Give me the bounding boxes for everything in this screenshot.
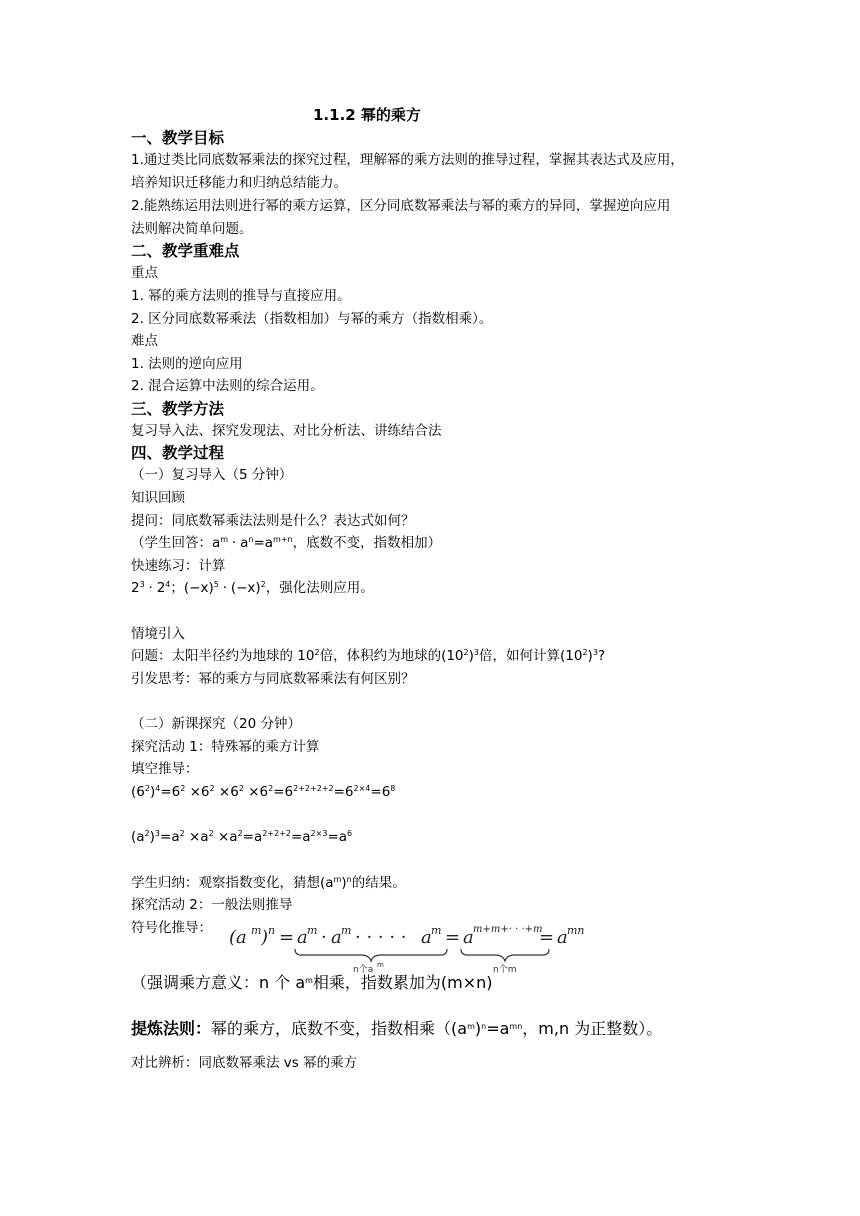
question-text: 提问：同底数幂乘法法则是什么？表达式如何？ (131, 513, 415, 529)
general-formula-image (225, 917, 625, 975)
difficulty-item-1: 1. 法则的逆向应用 (131, 356, 243, 372)
svg-text:a: a (297, 927, 308, 948)
activity-1: 探究活动 1：特殊幂的乘方计算 (131, 739, 320, 755)
svg-text:m: m (377, 961, 384, 969)
situation-label: 情境引入 (131, 626, 185, 642)
formula-6: $(6^2)^4=6^2 \times 6^2 \times 6^2 \times 6^2=6^{2+2+2+2}=6^{2\times 4}=6^8$ (131, 784, 396, 800)
svg-text:=: = (279, 927, 295, 948)
svg-text:· · · · ·: · · · · · (355, 927, 407, 948)
svg-text:m: m (341, 924, 352, 937)
answer-prefix: （学生回答：a (131, 535, 221, 551)
compare-text: 对比辨析：同底数幂乘法 vs 幂的乘方 (131, 1055, 358, 1071)
goal-2-line-1: 2.能熟练运用法则进行幂的乘方运算，区分同底数幂乘法与幂的乘方的异同，掌握逆向应用 (131, 198, 671, 214)
difficulty-label: 难点 (131, 333, 158, 349)
rule-label: 提炼法则： (131, 1019, 212, 1038)
situation-think: 引发思考：幂的乘方与同底数幂乘法有何区别？ (131, 671, 415, 687)
fill-label: 填空推导： (131, 761, 199, 777)
svg-text:mn: mn (567, 924, 585, 937)
rule-text: 提炼法则：幂的乘方，底数不变，指数相乘（$(a^m)^n=a^{mn}$，m,n 为正整数）。 (131, 1019, 663, 1038)
key-heading: 二、教学重难点 (131, 242, 240, 260)
goal-2-line-2: 法则解决简单问题。 (131, 221, 253, 237)
answer-suffix: ，底数不变，指数相加） (292, 535, 442, 551)
svg-text:m: m (307, 924, 318, 937)
svg-text:n: n (268, 924, 276, 937)
svg-text:a: a (331, 927, 342, 948)
situation-q-part-3: 倍，如何计算(10 (479, 648, 583, 664)
svg-text:a: a (463, 927, 474, 948)
emphasis-text: （强调乘方意义：n 个 $a^m$相乘，指数累加为(m×n) (131, 973, 493, 992)
recall-label: 知识回顾 (131, 490, 185, 506)
goals-heading: 一、教学目标 (131, 129, 225, 147)
practice-expr: $2^3 \cdot 2^4$；$(-x)^5 \cdot (-x)^2$，强化法则应用。 (131, 580, 374, 596)
rule-part-1: 幂的乘方，底数不变，指数相乘（(a (211, 1019, 468, 1038)
situation-q-part-1: 问题：太阳半径约为地球的 10 (131, 648, 315, 664)
page-title: 1.1.2 幂的乘方 (313, 106, 421, 124)
goal-1-line-1: 1.通过类比同底数幂乘法的探究过程，理解幂的乘方法则的推导过程，掌握其表达式及应用， (131, 152, 684, 168)
method-heading: 三、教学方法 (131, 400, 225, 418)
answer-text: （学生回答：$a^m \cdot a^n=a^{m+n}$，底数不变，指数相加） (131, 535, 442, 551)
situation-question: 问题：太阳半径约为地球的 $10^2$倍，体积约为地球的$(10^2)^3$倍，如何计算$(10^2)^3$? (131, 648, 606, 664)
svg-text:=: = (445, 927, 461, 948)
key-label: 重点 (131, 265, 158, 281)
rule-part-2: ，m,n 为正整数）。 (522, 1019, 663, 1038)
svg-text:=: = (539, 927, 555, 948)
svg-text:m+m+· · ·+m: m+m+· · ·+m (473, 924, 543, 935)
formula-under-label-2: n个m (493, 965, 517, 975)
key-item-2: 2. 区分同底数幂乘法（指数相加）与幂的乘方（指数相乘）。 (131, 311, 493, 327)
svg-text:a: a (557, 927, 568, 948)
goal-1-line-2: 培养知识迁移能力和归纳总结能力。 (131, 175, 347, 191)
review-heading: （一）复习导入（5 分钟） (131, 467, 293, 483)
general-formula-graphic (225, 917, 625, 975)
key-item-1: 1. 幂的乘方法则的推导与直接应用。 (131, 288, 351, 304)
svg-text:a: a (421, 927, 432, 948)
process-heading: 四、教学过程 (131, 444, 225, 462)
activity-2: 探究活动 2：一般法则推导 (131, 897, 293, 913)
emphasis-part-1: （强调乘方意义：n 个 a (131, 973, 306, 992)
svg-text:m: m (251, 924, 262, 937)
induce-part-2: 的结果。 (351, 875, 406, 891)
induce-text: 学生归纳：观察指数变化，猜想$(a^m)^n$的结果。 (131, 875, 406, 891)
difficulty-item-2: 2. 混合运算中法则的综合运用。 (131, 378, 324, 394)
practice-tail: ，强化法则应用。 (265, 580, 374, 596)
practice-label: 快速练习：计算 (131, 558, 226, 574)
emphasis-part-2: 相乘，指数累加为(m×n) (312, 973, 493, 992)
symbolic-label: 符号化推导： (131, 920, 212, 936)
svg-text:·: · (321, 927, 327, 948)
svg-text:m: m (431, 924, 442, 937)
method-text: 复习导入法、探究发现法、对比分析法、讲练结合法 (131, 423, 442, 439)
situation-q-part-2: 倍，体积约为地球的(10 (319, 648, 464, 664)
svg-text:): ) (261, 927, 269, 948)
induce-part-1: 学生归纳：观察指数变化，猜想(a (131, 875, 334, 891)
svg-text:(a: (a (229, 927, 247, 948)
formula-under-label-1: n个a (353, 965, 374, 975)
formula-a: $(a^2)^3=a^2 \times a^2 \times a^2=a^{2+2+2}=a^{2\times 3}=a^6$ (131, 829, 353, 845)
new-lesson-heading: （二）新课探究（20 分钟） (131, 716, 301, 732)
